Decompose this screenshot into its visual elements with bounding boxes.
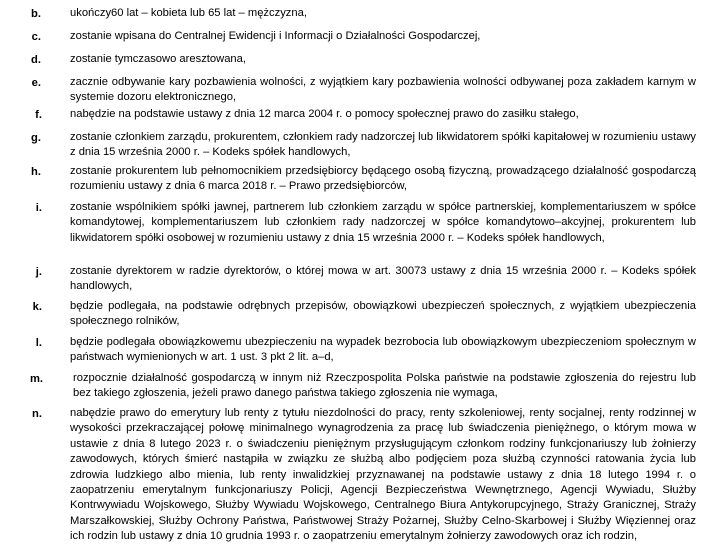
list-item-text: rozpocznie działalność gospodarczą w innym niż Rzeczpospolita Polska państwie na podstawie zgłoszenia do rejestru lub bez takiego zgłoszenia, jeżeli prawo danego państwa takiego zgłoszenia nie wymaga, [73,372,696,400]
list-item-letter: i. [35,202,42,214]
list-item-text: zostanie prokurentem lub pełnomocnikiem przedsiębiorcy będącego osobą fizyczną, prowadzącego działalność gospodarczą rozumieniu ustawy z dnia 6 marca 2018 r. – Prawo przedsiębiorców, [70,165,696,193]
list-item-letter: b. [31,8,41,20]
list-item-text: zostanie wpisana do Centralnej Ewidencji i Informacji o Działalności Gospodarczej, [70,30,481,42]
list-item-text: będzie podlegała obowiązkowemu ubezpieczeniu na wypadek bezrobocia lub obowiązkowym ubezpieczeniom społecznym w państwach wymienionych w art. 1 ust. 3 pkt 2 lit. a–d, [70,336,696,364]
list-item-text: nabędzie prawo do emerytury lub renty z tytułu niezdolności do pracy, renty szkoleniowej, renty socjalnej, renty rodzinnej w wysokości przekraczającej połowę minimalnego wynagrodzenia za pracę lub świadczenia pieniężnego, o którym mowa w ustawie z dnia 8 lutego 2023 r. o świadczeniu pieniężnym przysługującym członkom rodziny funkcjonariuszy lub żołnierzy zawodowych, których śmierć nastąpiła w związku ze służbą albo podjęciem poza służbą czynności ratowania życia lub zdrowia ludzkiego albo mienia, lub renty inwalidzkiej przyznawanej na podstawie ustawy z dnia 18 lutego 1994 r. o zaopatrzeniu emerytalnym funkcjonariuszy Policji, Agencji Bezpieczeństwa Wewnętrznego, Agencji Wywiadu, Służby Kontrwywiadu Wojskowego, Służby Wywiadu Wojskowego, Centralnego Biura Antykorupcyjnego, Straży Granicznej, Straży Marszałkowskiej, Służby Ochrony Państwa, Państwowej Straży Pożarnej, Służby Celno-Skarbowej i Służby Więziennej oraz ich rodzin lub ustawy z dnia 10 grudnia 1993 r. o zaopatrzeniu emerytalnym żołnierzy zawodowych oraz ich rodzin, [70,407,696,543]
list-item-text: zacznie odbywanie kary pozbawienia wolności, z wyjątkiem kary pozbawienia wolności odbywanej poza zakładem karnym w systemie dozoru elektronicznego, [70,76,696,104]
list-item-letter: d. [31,54,41,66]
list-item-letter: j. [35,266,42,278]
list-item-letter: f. [35,109,42,121]
list-item-text: zostanie dyrektorem w radzie dyrektorów, o której mowa w art. 30073 ustawy z dnia 15 września 2000 r. – Kodeks spółek handlowych, [70,265,696,293]
list-item-text: ukończy60 lat – kobieta lub 65 lat – mężczyzna, [70,7,307,19]
list-item-letter: g. [31,132,41,144]
list-item-letter: c. [31,31,41,43]
list-item-letter: n. [32,408,42,420]
list-item-letter: m. [29,373,43,385]
list-item-text: zostanie tymczasowo aresztowana, [70,53,246,65]
list-item-text: nabędzie na podstawie ustawy z dnia 12 marca 2004 r. o pomocy społecznej prawo do zasiłku stałego, [70,108,579,120]
list-item-letter: h. [31,166,41,178]
list-item-letter: k. [32,301,42,313]
list-item-text: zostanie wspólnikiem spółki jawnej, partnerem lub członkiem zarządu w spółce partnerskiej, komplementariuszem w spółce komandytowej, komplementariuszem lub członkiem rady nadzorczej w spółce komandytowo–akcyjnej, prokurentem lub likwidatorem spółki osobowej w rozumieniu ustawy z dnia 15 września 2000 r. – Kodeks spółek handlowych, [70,201,696,244]
list-item-text: będzie podlegała, na podstawie odrębnych przepisów, obowiązkowi ubezpieczeń społecznych, z wyjątkiem ubezpieczenia społecznego rolników, [70,300,696,328]
list-item-letter: l. [35,337,42,349]
list-item-text: zostanie członkiem zarządu, prokurentem, członkiem rady nadzorczej lub likwidatorem spółki kapitałowej w rozumieniu ustawy z dnia 15 września 2000 r. – Kodeks spółek handlowych, [70,131,696,159]
list-item-letter: e. [31,77,41,89]
